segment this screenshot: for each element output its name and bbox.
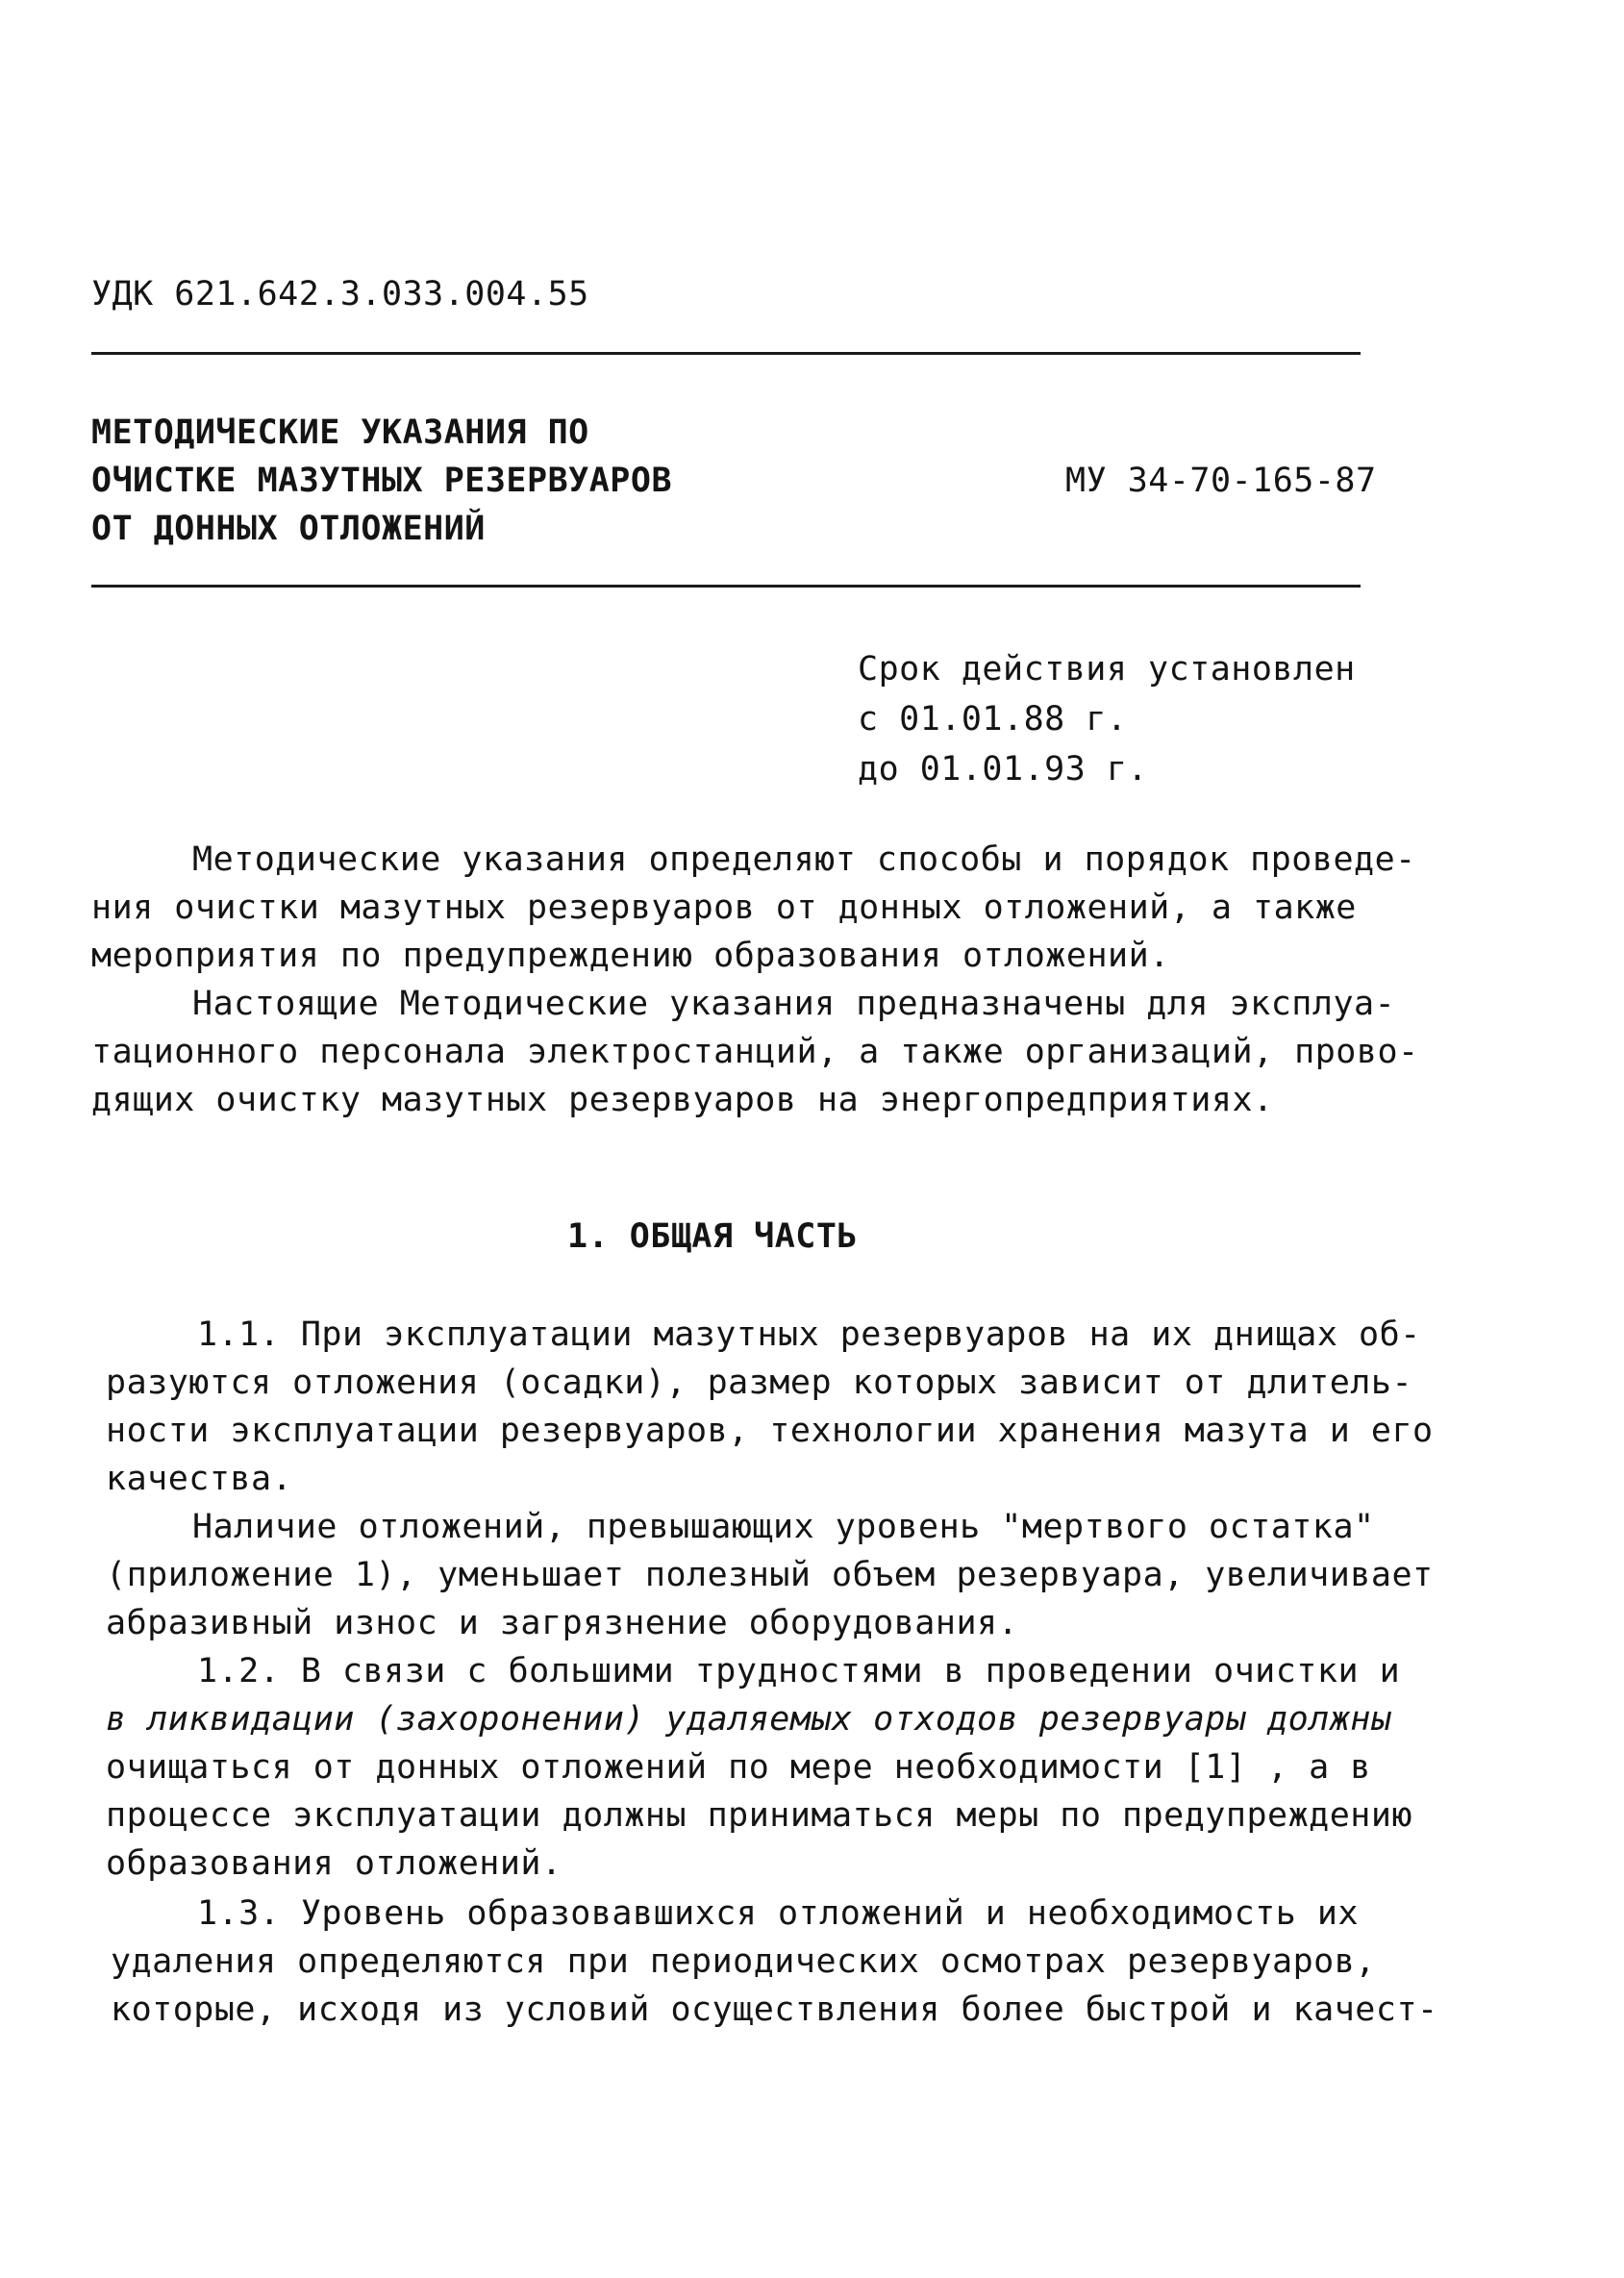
intro-line-6: дящих очистку мазутных резервуаров на энергопредприятиях. — [91, 1081, 1274, 1119]
intro-line-1: Методические указания определяют способы и порядок проведе- — [192, 840, 1416, 879]
section-line-11: процессе эксплуатации должны приниматься меры по предупреждению — [106, 1796, 1413, 1835]
title-line-2: ОЧИСТКЕ МАЗУТНЫХ РЕЗЕРВУАРОВ — [91, 462, 673, 500]
section-line-7: абразивный износ и загрязнение оборудования. — [106, 1604, 1019, 1642]
document-code: МУ 34-70-165-87 — [1065, 462, 1377, 500]
section-line-13: 1.3. Уровень образовавшихся отложений и необходимость их — [197, 1894, 1360, 1933]
section-line-4: качества. — [106, 1460, 293, 1498]
section-line-1: 1.1. При эксплуатации мазутных резервуаров на их днищах об- — [197, 1315, 1421, 1354]
udk-code: УДК 621.642.3.033.004.55 — [91, 275, 589, 313]
intro-line-5: тационного персонала электростанций, а также организаций, прово- — [91, 1033, 1419, 1071]
section-heading: 1. ОБЩАЯ ЧАСТЬ — [567, 1217, 859, 1256]
intro-line-3: мероприятия по предупреждению образования отложений. — [91, 937, 1170, 975]
validity-line-3: до 01.01.93 г. — [858, 750, 1149, 789]
section-line-6: (приложение 1), уменьшает полезный объем резервуара, увеличивает — [106, 1556, 1434, 1594]
section-line-9: в ликвидации (захоронении) удаляемых отходов резервуары должны — [106, 1700, 1392, 1739]
section-line-15: которые, исходя из условий осуществления более быстрой и качест- — [111, 1990, 1438, 2029]
section-line-5: Наличие отложений, превышающих уровень "мертвого остатка" — [192, 1508, 1375, 1546]
section-line-2: разуются отложения (осадки), размер которых зависит от длитель- — [106, 1364, 1413, 1402]
top-rule — [91, 352, 1361, 355]
bottom-rule — [91, 585, 1361, 588]
section-line-10: очищаться от донных отложений по мере необходимости [1] , а в — [106, 1748, 1371, 1787]
validity-line-1: Срок действия установлен — [858, 650, 1356, 688]
section-line-12: образования отложений. — [106, 1844, 562, 1883]
validity-line-2: с 01.01.88 г. — [858, 700, 1128, 738]
section-line-3: ности эксплуатации резервуаров, технологии хранения мазута и его — [106, 1412, 1434, 1450]
section-line-14: удаления определяются при периодических осмотрах резервуаров, — [111, 1942, 1376, 1981]
intro-line-2: ния очистки мазутных резервуаров от донных отложений, а также — [91, 889, 1357, 927]
intro-line-4: Настоящие Методические указания предназначены для эксплуа- — [192, 985, 1396, 1023]
section-line-8: 1.2. В связи с большими трудностями в проведении очистки и — [197, 1652, 1401, 1690]
title-line-3: ОТ ДОННЫХ ОТЛОЖЕНИЙ — [91, 510, 486, 548]
title-line-1: МЕТОДИЧЕСКИЕ УКАЗАНИЯ ПО — [91, 413, 589, 452]
